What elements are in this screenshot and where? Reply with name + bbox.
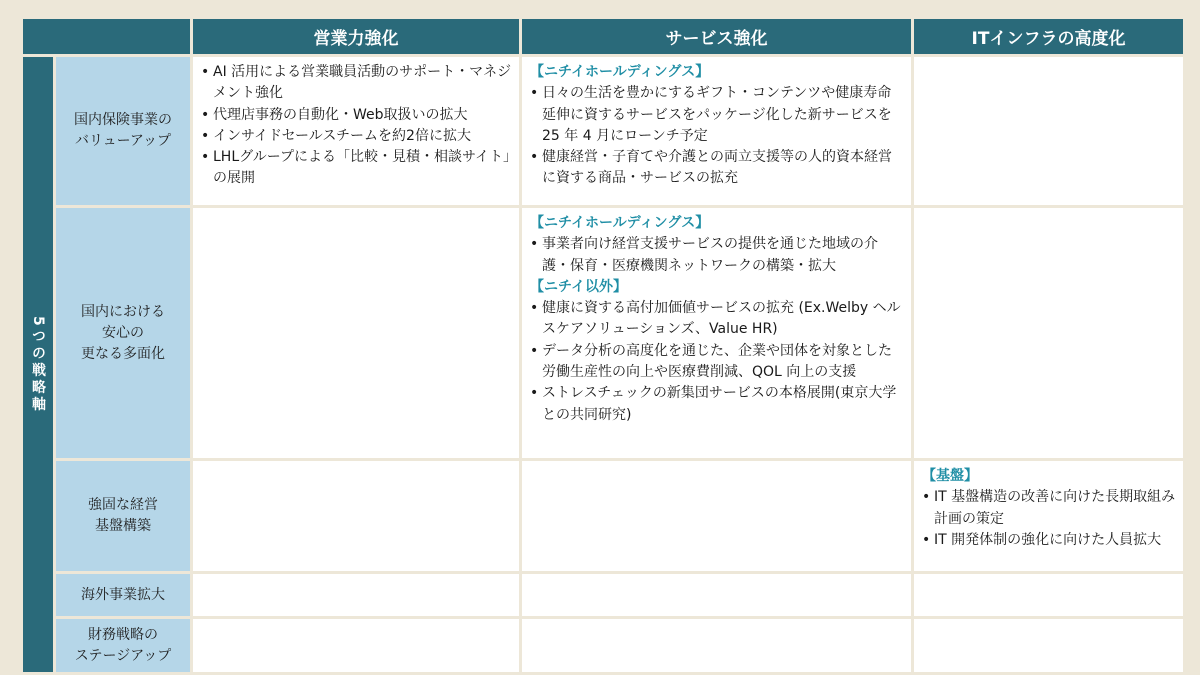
group-label: 【基盤】 bbox=[922, 468, 978, 484]
row-header-finance: 財務戦略の ステージアップ bbox=[56, 619, 190, 672]
bullet-item: • データ分析の高度化を通じた、企業や団体を対象とした労働生産性の向上や医療費削減、QOL 向上の支援 bbox=[530, 341, 905, 384]
bullet-item: • 代理店事務の自動化・Web取扱いの拡大 bbox=[201, 105, 513, 126]
cell-security-sales bbox=[193, 208, 519, 458]
strategy-matrix bbox=[23, 19, 1179, 664]
bullet-item: • 健康経営・子育てや介護との両立支援等の人的資本経営に資する商品・サービスの拡充 bbox=[530, 147, 905, 190]
row-header-domestic-insurance: 国内保険事業の バリューアップ bbox=[56, 57, 190, 205]
bullet-item: • 事業者向け経営支援サービスの提供を通じた地域の介護・保育・医療機関ネットワークの構築・拡大 bbox=[530, 234, 905, 277]
cell-base-sales bbox=[193, 461, 519, 571]
group-label: 【ニチイホールディングス】 bbox=[530, 215, 710, 231]
cell-security-service bbox=[522, 208, 911, 458]
bullet-item: • インサイドセールスチームを約2倍に拡大 bbox=[201, 126, 513, 147]
cell-overseas-sales bbox=[193, 574, 519, 616]
bullet-item: • IT 開発体制の強化に向けた人員拡大 bbox=[922, 530, 1177, 551]
row-header-domestic-security: 国内における 安心の 更なる多面化 bbox=[56, 208, 190, 458]
row-header-management-base: 強固な経営 基盤構築 bbox=[56, 461, 190, 571]
header-corner bbox=[23, 19, 190, 54]
bullet-list bbox=[530, 234, 905, 277]
bullet-item: • IT 基盤構造の改善に向けた長期取組み計画の策定 bbox=[922, 487, 1177, 530]
cell-finance-sales bbox=[193, 619, 519, 672]
column-header-service: サービス強化 bbox=[522, 19, 911, 54]
cell-insurance-sales bbox=[193, 57, 519, 205]
cell-base-it bbox=[914, 461, 1183, 571]
bullet-item: • AI 活用による営業職員活動のサポート・マネジメント強化 bbox=[201, 62, 513, 105]
bullet-item: • 日々の生活を豊かにするギフト・コンテンツや健康寿命延伸に資するサービスをパッケージ化した新サービスを 25 年 4 月にローンチ予定 bbox=[530, 83, 905, 147]
cell-finance-service bbox=[522, 619, 911, 672]
bullet-list bbox=[922, 487, 1177, 551]
column-header-it-infra: ITインフラの高度化 bbox=[914, 19, 1183, 54]
bullet-item: • ストレスチェックの新集団サービスの本格展開(東京大学との共同研究) bbox=[530, 383, 905, 426]
bullet-item: • LHLグループによる「比較・見積・相談サイト」の展開 bbox=[201, 147, 513, 190]
cell-insurance-it bbox=[914, 57, 1183, 205]
bullet-list bbox=[530, 83, 905, 189]
cell-finance-it bbox=[914, 619, 1183, 672]
row-header-overseas: 海外事業拡大 bbox=[56, 574, 190, 616]
cell-overseas-it bbox=[914, 574, 1183, 616]
group-label: 【ニチイホールディングス】 bbox=[530, 64, 710, 80]
strategy-axis-text: 5つの戦略軸 bbox=[30, 315, 46, 414]
cell-insurance-service bbox=[522, 57, 911, 205]
bullet-list bbox=[530, 298, 905, 426]
bullet-list bbox=[201, 62, 513, 190]
cell-base-service bbox=[522, 461, 911, 571]
cell-overseas-service bbox=[522, 574, 911, 616]
group-label: 【ニチイ以外】 bbox=[530, 278, 628, 295]
bullet-item: • 健康に資する高付加価値サービスの拡充 (Ex.Welby ヘルスケアソリューションズ、Value HR) bbox=[530, 298, 905, 341]
cell-security-it bbox=[914, 208, 1183, 458]
strategy-axis-label bbox=[23, 57, 53, 672]
column-header-sales: 営業力強化 bbox=[193, 19, 519, 54]
